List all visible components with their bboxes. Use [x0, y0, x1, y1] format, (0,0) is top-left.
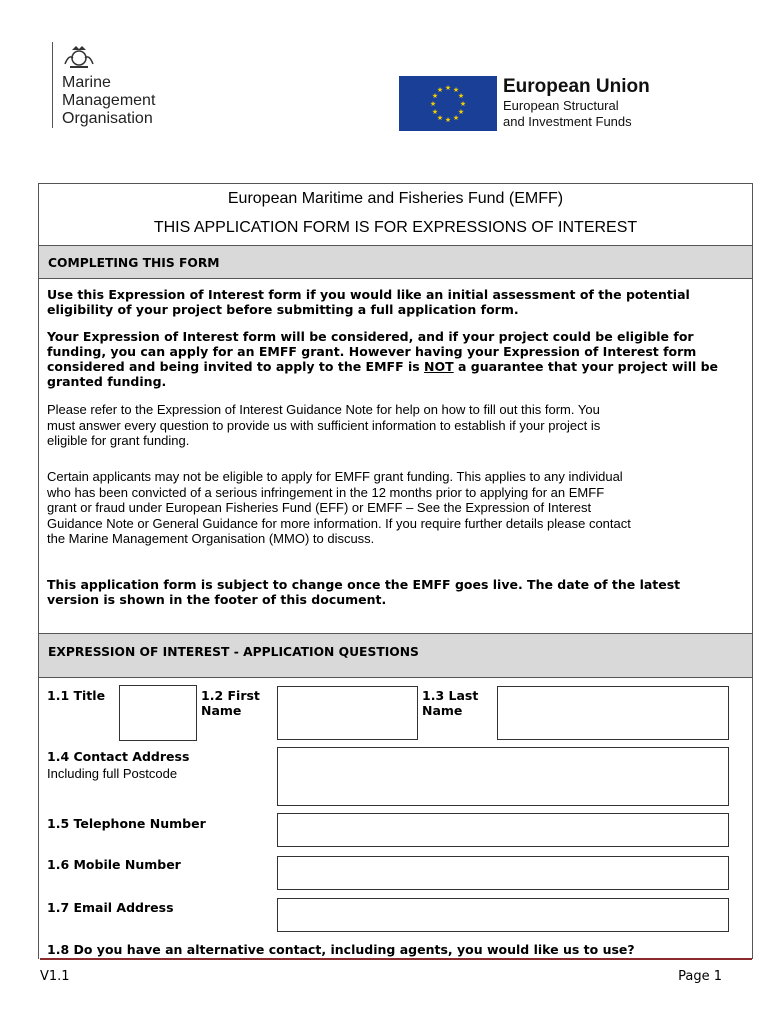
section-heading-completing — [39, 245, 752, 279]
svg-text:★: ★ — [431, 92, 439, 100]
intro-paragraph — [47, 287, 747, 317]
contact-address-label: 1.4 Contact Address — [47, 749, 190, 764]
section-heading-label: COMPLETING THIS FORM — [48, 256, 220, 270]
eu-flag-icon — [399, 76, 497, 131]
emphasis-not: NOT — [424, 359, 454, 374]
text-line: Use this Expression of Interest form if you would like an initial assessment of the potential — [47, 287, 690, 302]
text-line: granted funding. — [47, 374, 167, 389]
form-title: European Maritime and Fisheries Fund (EMFF) — [227, 190, 564, 207]
email-label: 1.7 Email Address — [47, 900, 174, 915]
change-notice-paragraph — [47, 577, 747, 607]
guidance-paragraph — [47, 402, 747, 449]
eu-sub-line: and Investment Funds — [503, 114, 632, 129]
text-segment: considered and being invited to apply to the EMFF is — [47, 359, 425, 374]
text-line: Please refer to the Expression of Interest Guidance Note for help on how to fill out this form. You — [47, 402, 600, 417]
svg-text:★: ★ — [431, 108, 439, 116]
alternative-contact-question: 1.8 Do you have an alternative contact, including agents, you would like us to use? — [47, 942, 635, 957]
eligibility-paragraph — [47, 469, 747, 547]
mmo-line: Organisation — [62, 110, 153, 127]
svg-text:★: ★ — [452, 114, 460, 122]
version-label: V1.1 — [40, 969, 70, 984]
text-line: eligibility of your project before submitting a full application form. — [47, 302, 519, 317]
svg-text:★: ★ — [429, 100, 437, 108]
label-line: 1.3 Last — [422, 688, 479, 703]
first-name-label — [201, 688, 260, 718]
email-input[interactable] — [277, 898, 729, 932]
mmo-line: Management — [62, 92, 156, 109]
text-line: This application form is subject to change once the EMFF goes live. The date of the latest — [47, 577, 681, 592]
label-line: Name — [422, 703, 463, 718]
footer-divider — [40, 958, 752, 960]
svg-text:★: ★ — [436, 86, 444, 94]
contact-address-input[interactable] — [277, 747, 729, 806]
text-segment: a guarantee that your project will be — [453, 359, 719, 374]
svg-text:★: ★ — [459, 100, 467, 108]
eu-subtitle — [503, 98, 632, 130]
label-line: Name — [201, 703, 242, 718]
last-name-label — [422, 688, 478, 718]
section-heading-questions — [39, 633, 752, 678]
contact-address-sublabel: Including full Postcode — [47, 766, 178, 781]
telephone-label: 1.5 Telephone Number — [47, 816, 206, 831]
consideration-paragraph — [47, 329, 747, 389]
text-line: Certain applicants may not be eligible to apply for EMFF grant funding. This applies to any individual — [47, 469, 623, 484]
text-line — [47, 359, 747, 374]
telephone-input[interactable] — [277, 813, 729, 847]
page-number: Page 1 — [678, 969, 722, 984]
first-name-input[interactable] — [277, 686, 418, 740]
mobile-input[interactable] — [277, 856, 729, 890]
text-line: version is shown in the footer of this document. — [47, 592, 387, 607]
text-line: eligible for grant funding. — [47, 433, 190, 448]
svg-text:★: ★ — [444, 84, 452, 92]
mobile-label: 1.6 Mobile Number — [47, 857, 181, 872]
title-input[interactable] — [119, 685, 197, 741]
title-label: 1.1 Title — [47, 688, 106, 703]
eu-title: European Union — [503, 76, 650, 97]
form-subtitle: THIS APPLICATION FORM IS FOR EXPRESSIONS OF INTEREST — [153, 219, 638, 236]
mmo-line: Marine — [62, 74, 111, 91]
text-line: Guidance Note or General Guidance for more information. If you require further details please contact — [47, 515, 631, 531]
text-line: who has been convicted of a serious infringement in the 12 months prior to applying for an EMFF — [47, 484, 605, 500]
svg-text:★: ★ — [457, 108, 465, 116]
text-line: grant or fraud under European Fisheries Fund (EFF) or EMFF – See the Expression of Interest — [47, 500, 592, 515]
eu-sub-line: European Structural — [503, 98, 619, 113]
label-line: 1.2 First — [201, 688, 260, 703]
text-line: the Marine Management Organisation (MMO) to discuss. — [47, 531, 375, 546]
mmo-name — [62, 74, 155, 128]
text-line: must answer every question to provide us with sufficient information to establish if your project is — [47, 417, 601, 433]
section-heading-label: EXPRESSION OF INTEREST - APPLICATION QUESTIONS — [48, 645, 419, 659]
text-line: funding, you can apply for an EMFF grant. However having your Expression of Interest form — [47, 344, 697, 359]
svg-text:★: ★ — [452, 86, 460, 94]
svg-text:★: ★ — [436, 114, 444, 122]
svg-text:★: ★ — [444, 116, 452, 124]
last-name-input[interactable] — [497, 686, 729, 740]
svg-text:★: ★ — [457, 92, 465, 100]
text-line: Your Expression of Interest form will be considered, and if your project could be eligible for — [47, 329, 694, 344]
royal-crest-icon — [62, 44, 96, 70]
